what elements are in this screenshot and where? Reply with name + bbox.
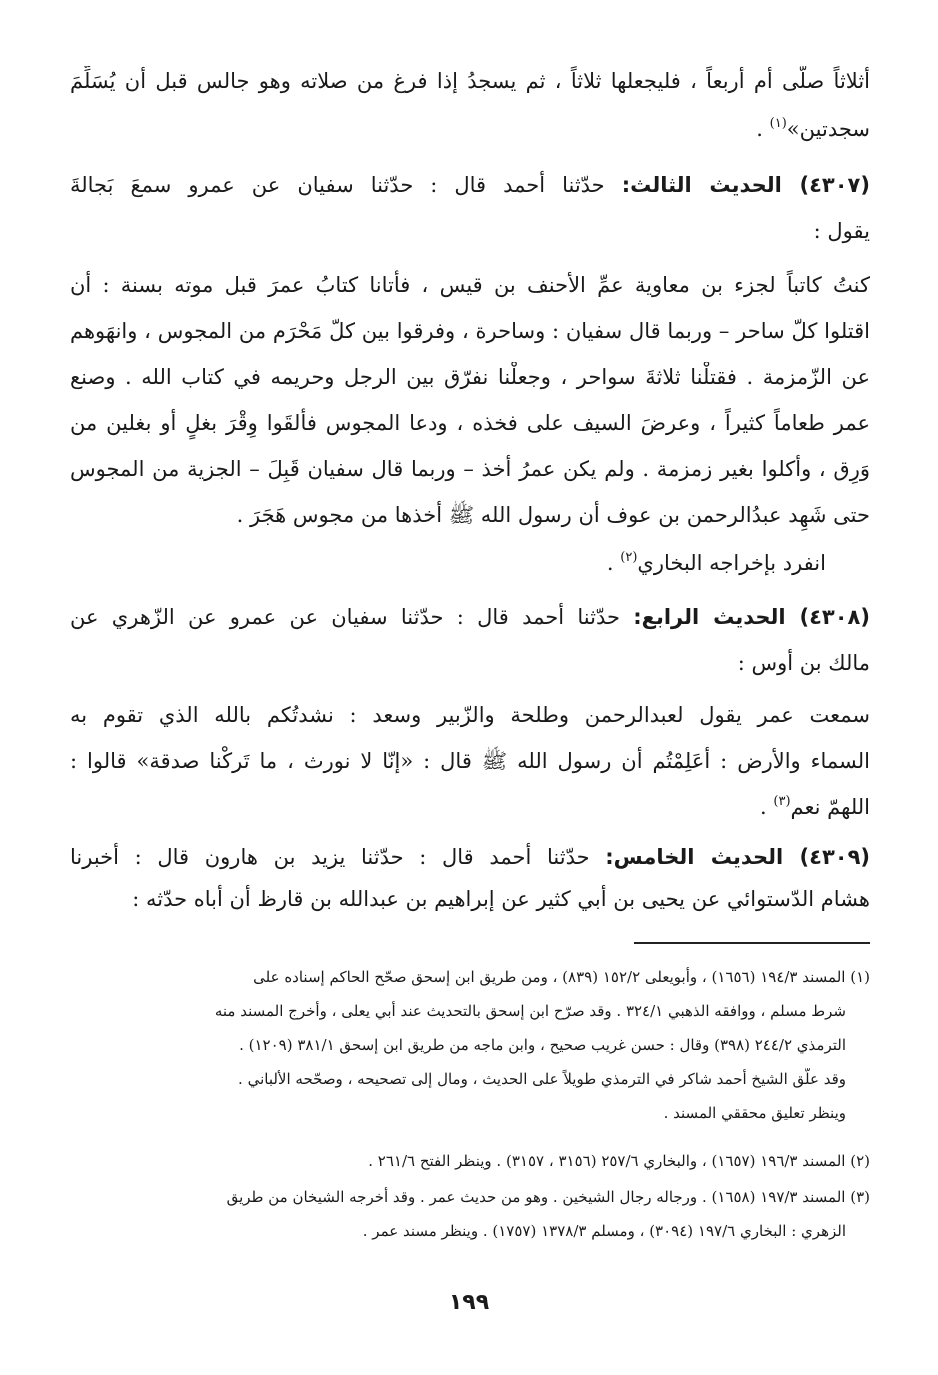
text-span: . bbox=[756, 117, 770, 141]
text-span: اللهمّ نعم bbox=[790, 795, 870, 819]
text-span: وقد علّق الشيخ أحمد شاكر في الترمذي طويلاً على الحديث ، ومال إلى تصحيحه ، وصحّحه الألباني . bbox=[238, 1070, 846, 1088]
footnote-line bbox=[70, 1068, 846, 1094]
text-line bbox=[70, 648, 870, 682]
footnote-marker: (٣) bbox=[773, 794, 791, 809]
text-span: شرط مسلم ، ووافقه الذهبي ٣٢٤/١ . وقد صرّح ابن إسحق بالتحديث عند أبي يعلى ، وأخرج المسند منه bbox=[214, 1002, 846, 1020]
hadith-number: (٤٣٠٩) الحديث الخامس: bbox=[605, 845, 870, 869]
footnote-line bbox=[70, 1220, 846, 1246]
text-span: كنتُ كاتباً لجزء بن معاوية عمِّ الأحنف بن قيس ، فأتانا كتابُ عمرَ قبل موته بسنة : أن bbox=[70, 273, 870, 297]
footnote-separator bbox=[634, 942, 870, 944]
text-line bbox=[70, 746, 870, 780]
text-span: عمر طعاماً كثيراً ، وعرضَ السيف على فخذه ، ودعا المجوس فألقَوا وِقْرَ بغلٍ أو بغلين من bbox=[70, 411, 870, 435]
text-line bbox=[70, 114, 870, 148]
text-span: سمعت عمر يقول لعبدالرحمن وطلحة والزّبير وسعد : نشدتُكم بالله الذي تقوم به bbox=[70, 703, 870, 727]
text-span: حتى شَهِد عبدُالرحمن بن عوف أن رسول الله ﷺ أخذها من مجوس هَجَرَ . bbox=[236, 503, 870, 527]
footnote-1 bbox=[70, 966, 870, 992]
text-span: الترمذي ٢٤٤/٢ (٣٩٨) وقال : حسن غريب صحيح ، وابن ماجه من طريق ابن إسحق ٣٨١/١ (١٢٠٩) . bbox=[239, 1036, 846, 1054]
footnote-line bbox=[70, 1000, 846, 1026]
footnote-marker: (١) bbox=[769, 116, 787, 131]
footnote-line bbox=[70, 1034, 846, 1060]
text-span: عن الزّمزمة . فقتلْنا ثلاثةَ سواحر ، وجعلْنا نفرّق بين الرجل وحريمه في كتاب الله . وصنع bbox=[70, 365, 870, 389]
text-line bbox=[70, 700, 870, 734]
hadith-4309-header bbox=[70, 842, 870, 876]
text-line bbox=[70, 792, 870, 826]
hadith-4307-header bbox=[70, 170, 870, 204]
text-span: السماء والأرض : أعَلِمْتُم أن رسول الله ﷺ قال : «إنّا لا نورث ، ما تَركْنا صدقة» قالوا : bbox=[70, 749, 870, 773]
text-span: . bbox=[760, 795, 774, 819]
text-line bbox=[70, 362, 870, 396]
text-line bbox=[70, 500, 870, 534]
text-span: حدّثنا أحمد قال : حدّثنا يزيد بن هارون قال : أخبرنا bbox=[70, 845, 606, 869]
text-span: . bbox=[606, 551, 621, 575]
footnote-line bbox=[70, 1102, 846, 1128]
text-span: اقتلوا كلّ ساحر – وربما قال سفيان : وساحرة ، وفرقوا بين كلّ مَحْرَم من المجوس ، وانهَوهم bbox=[70, 319, 870, 343]
text-span: هشام الدّستوائي عن يحيى بن أبي كثير عن إبراهيم بن عبدالله بن قارظ أن أباه حدّثه : bbox=[132, 887, 870, 911]
footnote-marker: (٢) bbox=[620, 550, 638, 565]
text-line bbox=[70, 408, 870, 442]
hadith-4308-header bbox=[70, 602, 870, 636]
hadith-number: (٤٣٠٨) الحديث الرابع: bbox=[633, 605, 870, 629]
text-line bbox=[70, 66, 870, 100]
page-number: ١٩٩ bbox=[448, 1290, 490, 1315]
text-line bbox=[70, 270, 870, 304]
text-span: (١) المسند ١٩٤/٣ (١٦٥٦) ، وأبويعلى ١٥٢/٢ (٨٣٩) ، ومن طريق ابن إسحق صحّح الحاكم إسناده على bbox=[253, 968, 870, 986]
text-span: (٢) المسند ١٩٦/٣ (١٦٥٧) ، والبخاري ٢٥٧/٦ (٣١٥٦ ، ٣١٥٧) . وينظر الفتح ٢٦١/٦ . bbox=[368, 1152, 870, 1170]
text-line bbox=[70, 884, 870, 918]
text-span: أثلاثاً صلّى أم أربعاً ، فليجعلها ثلاثاً ، ثم يسجدُ إذا فرغ من صلاته وهو جالس قبل أن يُسَلِّمَ bbox=[70, 69, 870, 93]
text-span: حدّثنا أحمد قال : حدّثنا سفيان عن عمرو سمعَ بَجالةَ bbox=[70, 173, 622, 197]
text-line bbox=[70, 454, 870, 488]
text-span: سجدتين» bbox=[786, 117, 870, 141]
text-line bbox=[70, 216, 870, 250]
text-span: مالك بن أوس : bbox=[737, 651, 870, 675]
text-span: انفرد بإخراجه البخاري bbox=[637, 551, 826, 575]
text-span: (٣) المسند ١٩٧/٣ (١٦٥٨) . ورجاله رجال الشيخين . وهو من حديث عمر . وقد أخرجه الشيخان من طريق bbox=[226, 1188, 870, 1206]
text-span: حدّثنا أحمد قال : حدّثنا سفيان عن عمرو عن الزّهري عن bbox=[70, 605, 634, 629]
text-line bbox=[70, 548, 826, 582]
text-line bbox=[70, 316, 870, 350]
footnote-3 bbox=[70, 1186, 870, 1212]
hadith-number: (٤٣٠٧) الحديث الثالث: bbox=[621, 173, 870, 197]
text-span: وَرِق ، وأكلوا بغير زمزمة . ولم يكن عمرُ أخذ – وربما قال سفيان قَبِلَ – الجزية من المجوس bbox=[70, 457, 870, 481]
text-span: وينظر تعليق محققي المسند . bbox=[663, 1104, 846, 1122]
text-span: الزهري : البخاري ١٩٧/٦ (٣٠٩٤) ، ومسلم ١٣٧٨/٣ (١٧٥٧) . وينظر مسند عمر . bbox=[362, 1222, 846, 1240]
text-span: يقول : bbox=[813, 219, 870, 243]
footnote-2 bbox=[70, 1150, 870, 1176]
